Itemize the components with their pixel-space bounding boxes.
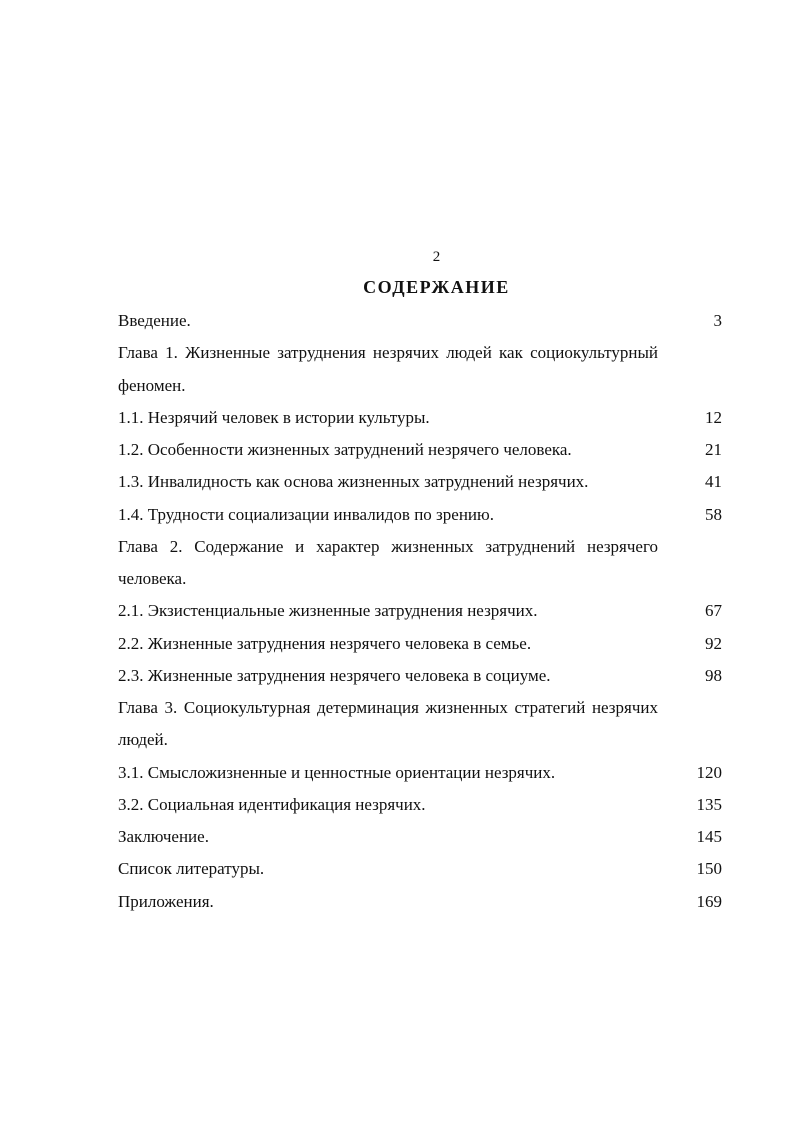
toc-entry-page: 135 [696,794,722,814]
toc-entry-text: 1.2. Особенности жизненных затруднений незрячего человека. [118,440,572,459]
toc-entry-appendices[interactable] [118,886,722,918]
toc-entry-page: 41 [705,472,722,492]
toc-entry-page: 67 [705,601,722,621]
toc-entry-page: 150 [696,859,722,879]
toc-entry-text: 2.2. Жизненные затруднения незрячего человека в семье. [118,633,532,653]
toc-entry-text: Глава 2. Содержание и характер жизненных затруднений незрячего человека. [118,536,658,588]
toc-entry-page: 120 [696,762,722,782]
toc-entry-page: 3 [713,311,722,330]
toc-entry-page: 98 [705,665,722,685]
toc-entry-1-2[interactable] [118,434,722,466]
toc-entry-text: Глава 3. Социокультурная детерминация жизненных стратегий незрячих людей. [118,698,658,750]
toc-entry-chapter-3[interactable] [118,692,722,757]
toc-entry-text: 2.1. Экзистенциальные жизненные затруднения незрячих. [118,601,538,621]
toc-entry-text: Глава 1. Жизненные затруднения незрячих людей как социокультурный феномен. [118,343,658,395]
toc-entry-conclusion[interactable] [118,821,722,853]
toc-entry-text: 1.1. Незрячий человек в истории культуры. [118,407,430,427]
page-title: СОДЕРЖАНИЕ [363,277,510,297]
toc-entry-text: Приложения. [118,891,214,911]
toc-entry-text: 3.1. Смысложизненные и ценностные ориентации незрячих. [118,762,556,782]
toc-entry-bibliography[interactable] [118,853,722,885]
toc-entry-1-1[interactable] [118,402,722,434]
toc-entry-1-4[interactable] [118,499,722,531]
toc-entry-page: 21 [705,440,722,459]
toc-entry-1-3[interactable] [118,466,722,498]
toc-entry-page: 58 [705,504,722,524]
toc-entry-chapter-2[interactable] [118,531,722,596]
toc-entry-introduction[interactable] [118,305,722,337]
page-number: 2 [432,249,441,265]
toc-entry-text: 2.3. Жизненные затруднения незрячего человека в социуме. [118,665,551,685]
toc-entry-text: Список литературы. [118,859,265,879]
table-of-contents [118,305,722,918]
toc-entry-text: 1.3. Инвалидность как основа жизненных затруднений незрячих. [118,472,589,492]
toc-entry-page: 92 [705,633,722,653]
toc-entry-2-1[interactable] [118,595,722,627]
toc-entry-page: 145 [696,827,722,846]
toc-entry-2-3[interactable] [118,660,722,692]
toc-entry-3-2[interactable] [118,789,722,821]
toc-entry-3-1[interactable] [118,757,722,789]
toc-entry-2-2[interactable] [118,628,722,660]
toc-entry-page: 12 [705,407,722,427]
toc-entry-text: 3.2. Социальная идентификация незрячих. [118,794,426,814]
toc-entry-text: Введение. [118,311,191,330]
toc-entry-chapter-1[interactable] [118,337,722,402]
toc-entry-text: Заключение. [118,827,209,846]
toc-entry-page: 169 [696,891,722,911]
toc-entry-text: 1.4. Трудности социализации инвалидов по зрению. [118,504,494,524]
